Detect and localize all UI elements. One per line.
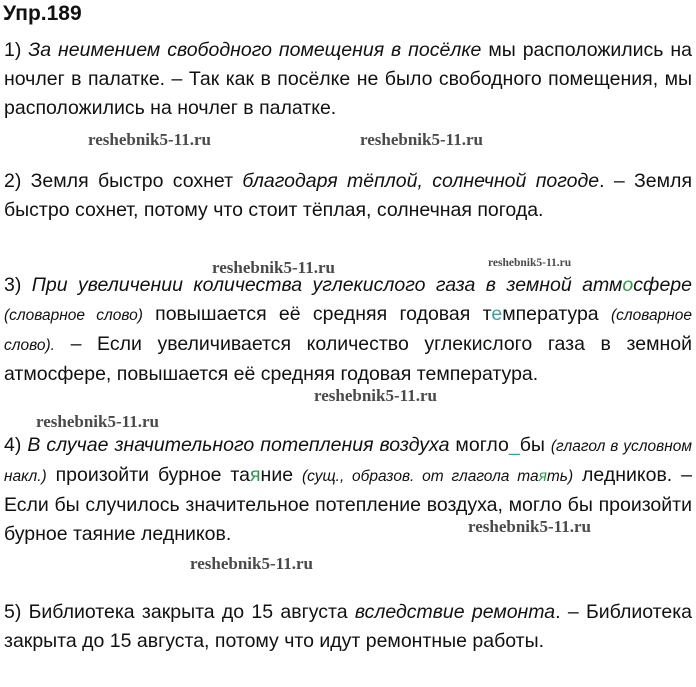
italic-phrase: вследствие ремонта (354, 601, 556, 623)
watermark: reshebnik5-11.ru (314, 386, 437, 405)
watermark: reshebnik5-11.ru (212, 258, 335, 277)
italic-phrase: При увеличении количества углекислого газа в земной атмосфере (31, 274, 692, 296)
watermark: reshebnik5-11.ru (360, 130, 483, 149)
item-number: 1) (4, 39, 22, 61)
italic-phrase: благодаря тёплой, солнечной погоде (242, 170, 600, 192)
paragraph-text: мы расположились на ночлег в палатке. – Так как в посёлке не было свободного помещения, мы расположились на ночлег в палатке. (4, 39, 693, 119)
item-number: 3) (4, 274, 22, 296)
paragraph-text: . – Библиотека закрыта до 15 августа, потому что идут ремонтные работы. (4, 601, 692, 652)
paragraph-text: могло_бы (449, 434, 551, 456)
item-number: 4) (4, 434, 22, 456)
paragraph-text: ледников. – Если бы случилось значительное потепление воздуха, могло бы произойти бурное таяние ледников. (4, 464, 692, 545)
highlighted-letter: я (538, 468, 547, 485)
item-number: 5) (4, 601, 22, 623)
highlighted-letter: я (249, 464, 261, 486)
paragraph-1 (4, 36, 692, 123)
watermark: reshebnik5-11.ru (488, 257, 572, 269)
paragraph-2 (4, 167, 692, 225)
grammar-note: (словарное слово). (4, 307, 692, 354)
paragraph-3 (4, 271, 692, 389)
item-number: 2) (4, 170, 22, 192)
highlighted-letter: е (491, 303, 503, 325)
paragraph-text: произойти бурное таяние (46, 464, 302, 486)
grammar-note: (сущ., образов. от глагола таять) (301, 468, 574, 485)
watermark: reshebnik5-11.ru (468, 517, 591, 536)
watermark: reshebnik5-11.ru (88, 130, 211, 149)
paragraph-text: . – Земля быстро сохнет, потому что стоит тёплая, солнечная погода. (4, 170, 692, 221)
italic-phrase: В случае значительного потепления воздуха (27, 434, 450, 456)
paragraph-text: – Если увеличивается количество углекислого газа в земной атмосфере, повышается её средняя годовая температура. (4, 333, 692, 385)
paragraph-5 (4, 598, 692, 656)
grammar-note: (глагол в условном накл.) (4, 438, 693, 485)
highlighted-letter: о (622, 274, 634, 296)
italic-phrase: За неимением свободного помещения в посёлке (28, 39, 482, 61)
highlighted-letter: _ (508, 434, 520, 456)
grammar-note: (словарное слово) (4, 307, 143, 324)
paragraph-text: повышается её средняя годовая температура (142, 303, 611, 325)
watermark: reshebnik5-11.ru (190, 554, 313, 573)
watermark: reshebnik5-11.ru (36, 412, 159, 431)
paragraph-text: Библиотека закрыта до 15 августа (21, 601, 355, 623)
paragraph-text: Земля быстро сохнет (21, 170, 243, 192)
exercise-title: Упр.189 (3, 2, 82, 25)
